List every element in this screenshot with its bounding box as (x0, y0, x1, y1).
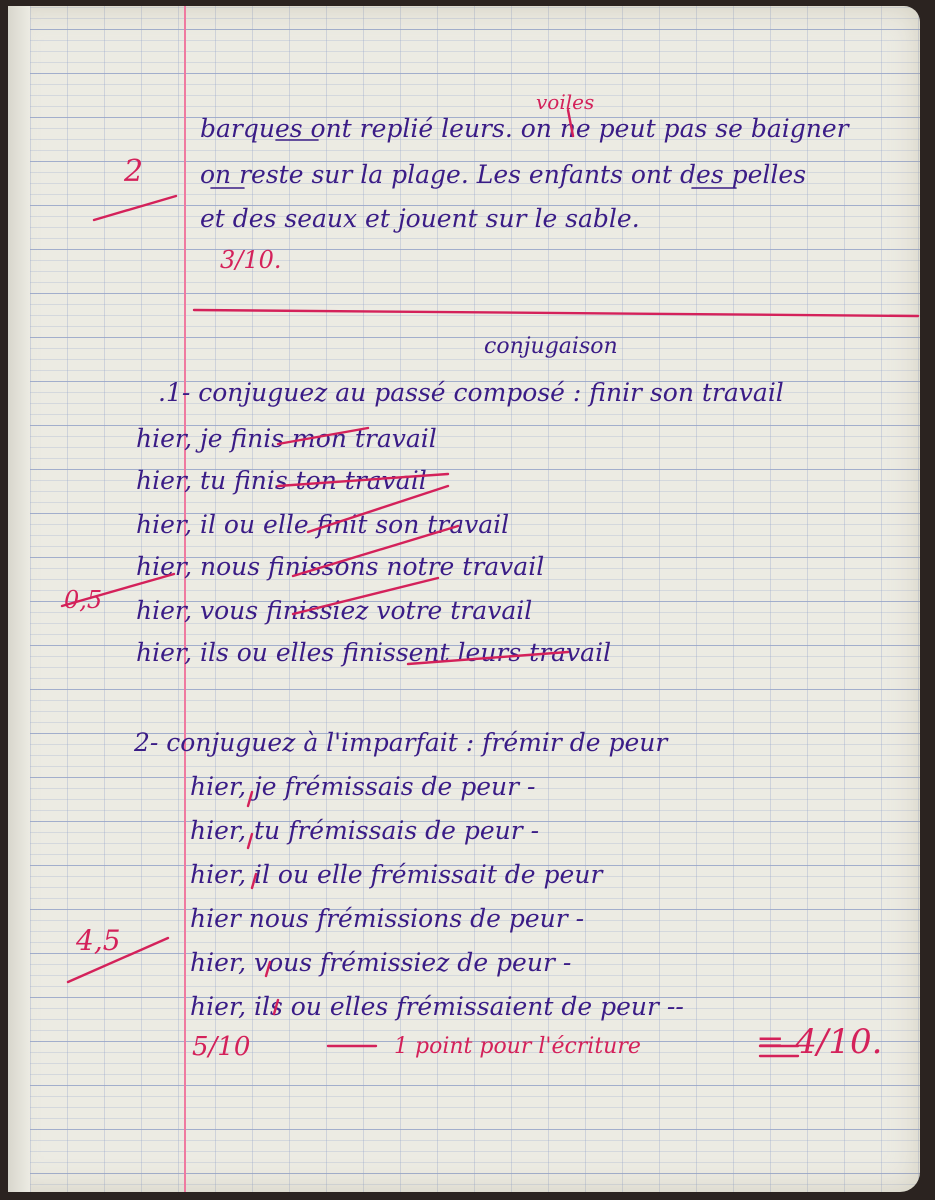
text-line-1: barques ont replié leurs. on ne peut pas se baigner (200, 114, 849, 143)
notebook-page (8, 6, 920, 1192)
ex2-row-2: hier, tu frémissais de peur - (190, 816, 540, 845)
score-dictation: 3/10. (220, 246, 282, 274)
text-line-3: et des seaux et jouent sur le sable. (200, 204, 640, 233)
score-conjugation: 5/10 (192, 1032, 251, 1062)
margin-grade-2: 0,5 (64, 586, 103, 614)
final-score: = 4/10. (756, 1022, 883, 1062)
ex1-row-3: hier, il ou elle finit son travail (136, 510, 510, 539)
margin-grade-1: 2 (124, 154, 144, 189)
ex2-row-5: hier, vous frémissiez de peur - (190, 948, 572, 977)
ex1-row-2: hier, tu finis ton travail (136, 466, 427, 495)
ex2-row-3: hier, il ou elle frémissait de peur (190, 860, 603, 889)
ex2-row-4: hier nous frémissions de peur - (190, 904, 585, 933)
text-line-2: on reste sur la plage. Les enfants ont des pelles (200, 160, 807, 189)
ex2-row-1: hier, je frémissais de peur - (190, 772, 536, 801)
ex1-row-1: hier, je finis mon travail (136, 424, 437, 453)
exercise-2-instruction: 2- conjuguez à l'imparfait : frémir de peur (134, 728, 668, 757)
section-heading: conjugaison (484, 334, 618, 359)
ex1-row-6: hier, ils ou elles finissent leurs travail (136, 638, 612, 667)
exercise-1-instruction: .1- conjuguez au passé composé : finir son travail (158, 378, 784, 407)
ex2-row-6: hier, ils ou elles frémissaient de peur -- (190, 992, 684, 1021)
margin-grade-3: 4,5 (76, 924, 121, 957)
correction-insert: voiles (536, 90, 595, 114)
ex1-row-5: hier, vous finissiez votre travail (136, 596, 533, 625)
ex1-row-4: hier, nous finissons notre travail (136, 552, 545, 581)
verb-underlines (8, 6, 920, 1192)
penalty-note: 1 point pour l'écriture (394, 1034, 641, 1059)
